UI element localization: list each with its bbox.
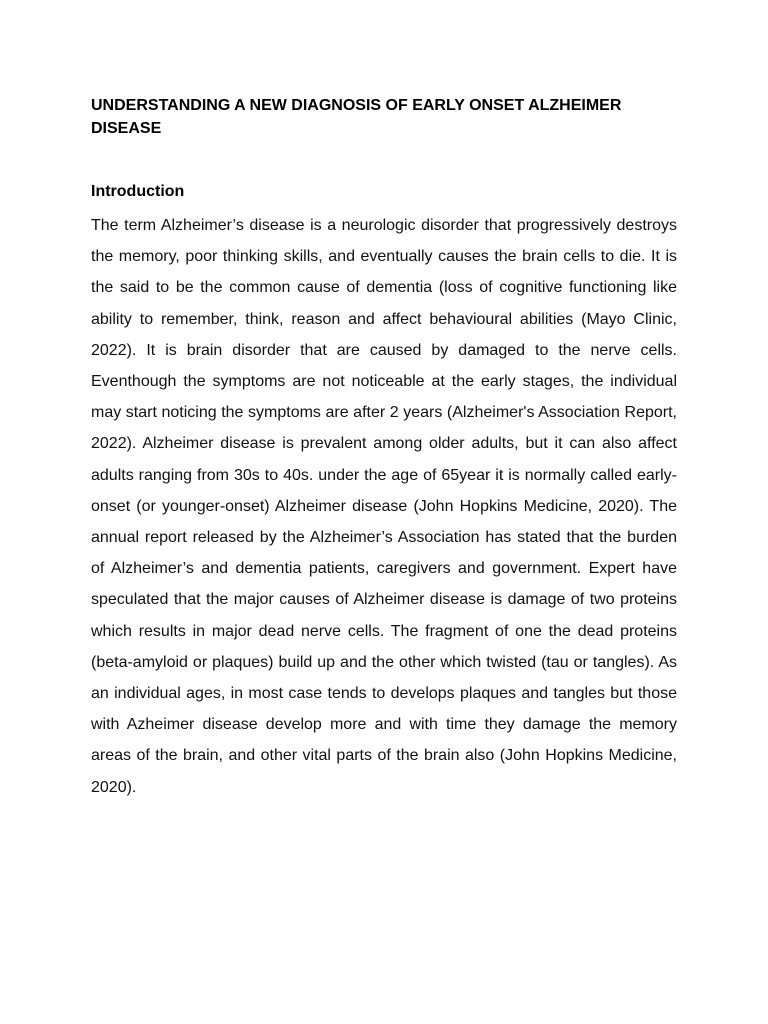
introduction-paragraph: The term Alzheimer’s disease is a neurologic disorder that progressively destroys the memory, poor thinking skills, and eventually causes the brain cells to die. It is the said to be the common cause of dementia (loss of cognitive functioning like ability to remember, think, reason and affect behavioural abilities (Mayo Clinic, 2022). It is brain disorder that are caused by damaged to the nerve cells. Eventhough the symptoms are not noticeable at the early stages, the individual may start noticing the symptoms are after 2 years (Alzheimer's Association Report, 2022). Alzheimer disease is prevalent among older adults, but it can also affect adults ranging from 30s to 40s. under the age of 65year it is normally called early-onset (or younger-onset) Alzheimer disease (John Hopkins Medicine, 2020). The annual report released by the Alzheimer’s Association has stated that the burden of Alzheimer’s and dementia patients, caregivers and government. Expert have speculated that the major causes of Alzheimer disease is damage of two proteins which results in major dead nerve cells. The fragment of one the dead proteins (beta-amyloid or plaques) build up and the other which twisted (tau or tangles). As an individual ages, in most case tends to develops plaques and tangles but those with Azheimer disease develop more and with time they damage the memory areas of the brain, and other vital parts of the brain also (John Hopkins Medicine, 2020).	[91, 217, 677, 796]
document-title: UNDERSTANDING A NEW DIAGNOSIS OF EARLY ONSET ALZHEIMER DISEASE	[91, 97, 622, 137]
section-heading-introduction: Introduction	[91, 183, 185, 200]
